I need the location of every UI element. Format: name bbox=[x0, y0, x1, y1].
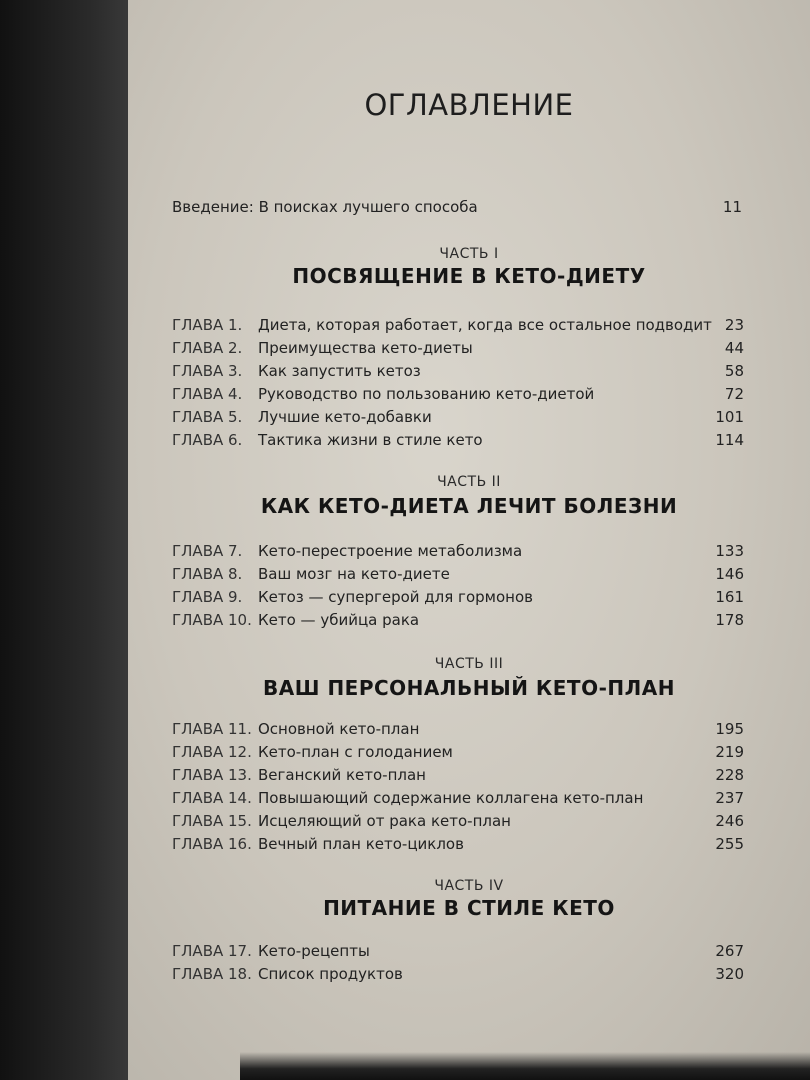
chapter-number: ГЛАВА 6. bbox=[172, 431, 243, 449]
chapter-page: 101 bbox=[715, 408, 744, 426]
chapter-number: ГЛАВА 17. bbox=[172, 942, 252, 960]
toc-row bbox=[172, 385, 744, 408]
chapter-title: Кето — убийца рака bbox=[258, 611, 420, 629]
toc-row bbox=[172, 766, 744, 789]
toc-row bbox=[172, 965, 744, 988]
part-3-title: ВАШ ПЕРСОНАЛЬНЫЙ КЕТО-ПЛАН bbox=[263, 676, 675, 700]
chapter-title: Вечный план кето-циклов bbox=[258, 835, 464, 853]
chapter-number: ГЛАВА 2. bbox=[172, 339, 243, 357]
part-3-chapters bbox=[172, 720, 744, 858]
chapter-number: ГЛАВА 15. bbox=[172, 812, 252, 830]
toc-row bbox=[172, 835, 744, 858]
toc-row bbox=[172, 942, 744, 965]
chapter-page: 320 bbox=[715, 965, 744, 983]
chapter-title: Исцеляющий от рака кето-план bbox=[258, 812, 511, 830]
chapter-page: 146 bbox=[715, 565, 744, 583]
chapter-title: Список продуктов bbox=[258, 965, 403, 983]
chapter-page: 267 bbox=[715, 942, 744, 960]
chapter-number: ГЛАВА 11. bbox=[172, 720, 252, 738]
chapter-page: 133 bbox=[715, 542, 744, 560]
chapter-page: 195 bbox=[715, 720, 744, 738]
chapter-number: ГЛАВА 14. bbox=[172, 789, 252, 807]
chapter-number: ГЛАВА 3. bbox=[172, 362, 243, 380]
chapter-page: 219 bbox=[715, 743, 744, 761]
chapter-number: ГЛАВА 9. bbox=[172, 588, 243, 606]
chapter-title: Диета, которая работает, когда все остальное подводит bbox=[258, 316, 712, 334]
chapter-number: ГЛАВА 7. bbox=[172, 542, 243, 560]
chapter-title: Кето-перестроение метаболизма bbox=[258, 542, 523, 560]
book-spine-shadow bbox=[0, 0, 132, 1080]
intro-entry bbox=[172, 198, 742, 216]
part-2-chapters bbox=[172, 542, 744, 634]
part-4-chapters bbox=[172, 942, 744, 988]
chapter-number: ГЛАВА 18. bbox=[172, 965, 252, 983]
chapter-page: 228 bbox=[715, 766, 744, 784]
chapter-title: Кето-план с голоданием bbox=[258, 743, 453, 761]
intro-label: Введение: В поисках лучшего способа bbox=[172, 198, 478, 216]
toc-row bbox=[172, 588, 744, 611]
chapter-number: ГЛАВА 1. bbox=[172, 316, 243, 334]
toc-row bbox=[172, 812, 744, 835]
chapter-number: ГЛАВА 16. bbox=[172, 835, 252, 853]
chapter-title: Лучшие кето-добавки bbox=[258, 408, 432, 426]
book-page bbox=[128, 0, 810, 1080]
part-4-title: ПИТАНИЕ В СТИЛЕ КЕТО bbox=[323, 896, 615, 920]
chapter-title: Повышающий содержание коллагена кето-план bbox=[258, 789, 644, 807]
intro-page-number: 11 bbox=[722, 198, 742, 216]
chapter-page: 44 bbox=[724, 339, 744, 357]
chapter-title: Тактика жизни в стиле кето bbox=[258, 431, 483, 449]
chapter-page: 72 bbox=[724, 385, 744, 403]
chapter-page: 246 bbox=[715, 812, 744, 830]
toc-row bbox=[172, 789, 744, 812]
toc-row bbox=[172, 611, 744, 634]
part-1-title: ПОСВЯЩЕНИЕ В КЕТО-ДИЕТУ bbox=[292, 264, 646, 288]
toc-row bbox=[172, 362, 744, 385]
chapter-title: Кетоз — супергерой для гормонов bbox=[258, 588, 533, 606]
chapter-page: 178 bbox=[715, 611, 744, 629]
table-shadow bbox=[240, 1052, 810, 1080]
chapter-title: Руководство по пользованию кето-диетой bbox=[258, 385, 595, 403]
toc-row bbox=[172, 720, 744, 743]
chapter-number: ГЛАВА 10. bbox=[172, 611, 252, 629]
chapter-title: Ваш мозг на кето-диете bbox=[258, 565, 450, 583]
toc-row bbox=[172, 743, 744, 766]
chapter-page: 114 bbox=[715, 431, 744, 449]
toc-row bbox=[172, 565, 744, 588]
toc-row bbox=[172, 316, 744, 339]
chapter-number: ГЛАВА 12. bbox=[172, 743, 252, 761]
chapter-title: Веганский кето-план bbox=[258, 766, 426, 784]
part-1-chapters bbox=[172, 316, 744, 454]
part-3-label: ЧАСТЬ III bbox=[434, 656, 504, 672]
chapter-number: ГЛАВА 4. bbox=[172, 385, 243, 403]
chapter-title: Основной кето-план bbox=[258, 720, 420, 738]
chapter-number: ГЛАВА 5. bbox=[172, 408, 243, 426]
chapter-page: 255 bbox=[715, 835, 744, 853]
chapter-title: Преимущества кето-диеты bbox=[258, 339, 473, 357]
toc-row bbox=[172, 431, 744, 454]
chapter-number: ГЛАВА 13. bbox=[172, 766, 252, 784]
chapter-page: 161 bbox=[715, 588, 744, 606]
chapter-title: Кето-рецепты bbox=[258, 942, 370, 960]
chapter-page: 58 bbox=[724, 362, 744, 380]
part-4-label: ЧАСТЬ IV bbox=[434, 878, 504, 894]
toc-row bbox=[172, 542, 744, 565]
chapter-page: 237 bbox=[715, 789, 744, 807]
part-2-title: КАК КЕТО-ДИЕТА ЛЕЧИТ БОЛЕЗНИ bbox=[260, 494, 678, 518]
toc-row bbox=[172, 339, 744, 362]
part-1-label: ЧАСТЬ I bbox=[439, 246, 499, 262]
chapter-number: ГЛАВА 8. bbox=[172, 565, 243, 583]
part-2-label: ЧАСТЬ II bbox=[437, 474, 501, 490]
toc-row bbox=[172, 408, 744, 431]
chapter-title: Как запустить кетоз bbox=[258, 362, 421, 380]
chapter-page: 23 bbox=[724, 316, 744, 334]
page-title: ОГЛАВЛЕНИЕ bbox=[364, 88, 574, 122]
